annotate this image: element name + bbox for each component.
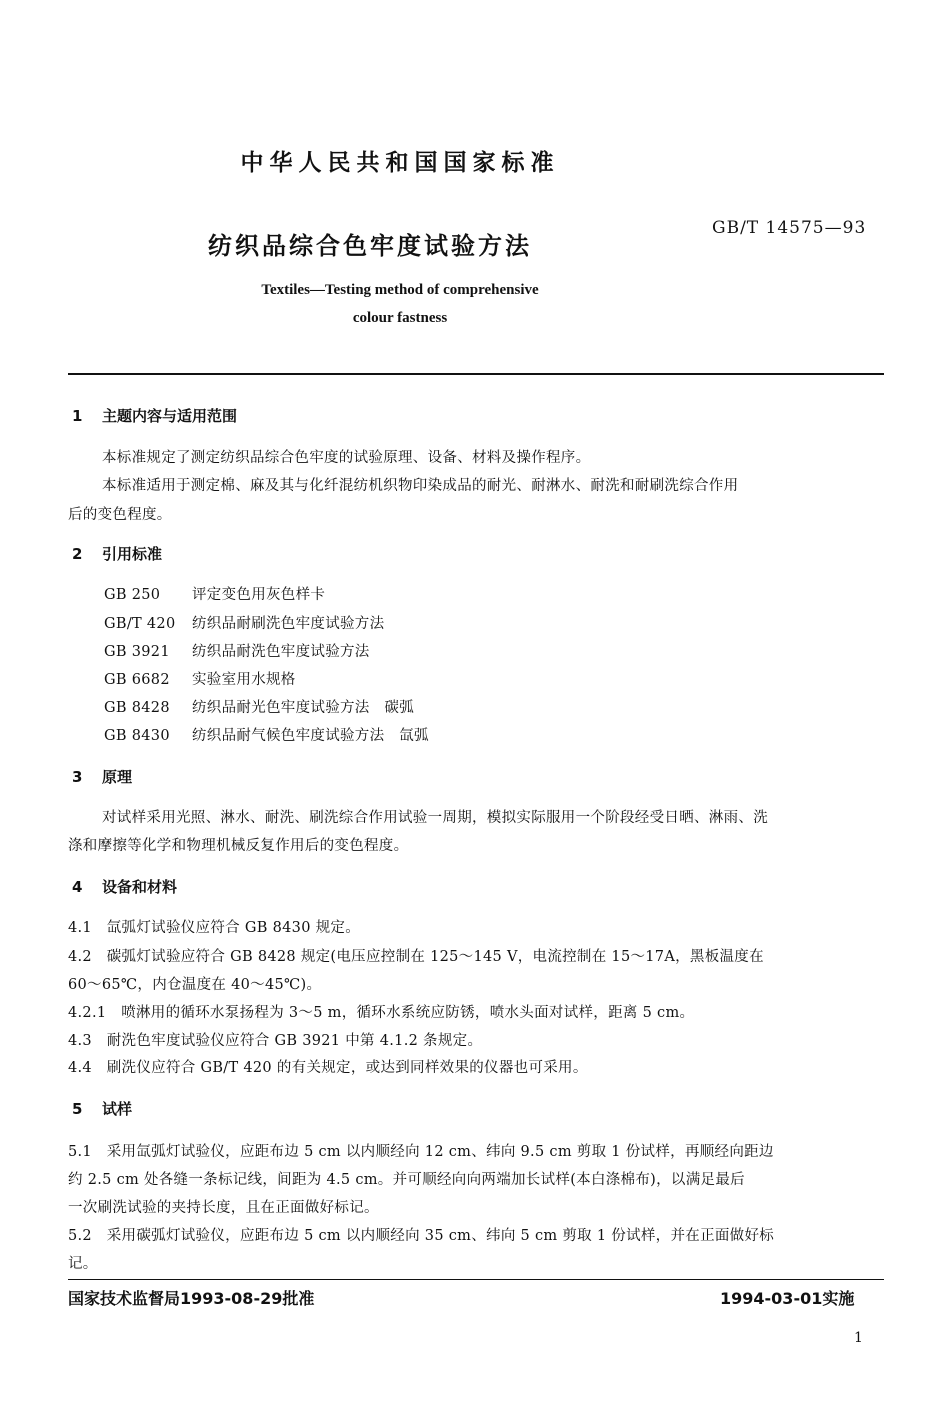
reference-title: 评定变色用灰色样卡 (192, 587, 326, 603)
section-4-title: 设备和材料 (102, 878, 178, 896)
english-title-line-1: Textiles—Testing method of comprehensive (261, 282, 539, 298)
reference-item (104, 724, 429, 745)
section-1-paragraph-2-line-1: 本标准适用于测定棉、麻及其与化纤混纺机织物印染成品的耐光、耐淋水、耐洗和耐刷洗综合作用 (102, 478, 739, 494)
reference-title: 纺织品耐刷洗色牢度试验方法 (192, 616, 385, 632)
clause-4-1: 4.1 氙弧灯试验仪应符合 GB 8430 规定。 (68, 920, 361, 936)
approval-date: 国家技术监督局1993-08-29批准 (68, 1289, 315, 1308)
clause-5-1-line-2: 约 2.5 cm 处各缝一条标记线，间距为 4.5 cm。并可顺经向向两端加长试样(本白涤棉布)，以满足最后 (68, 1172, 745, 1188)
national-standard-title: 中华人民共和国国家标准 (240, 150, 560, 176)
reference-item (104, 583, 325, 604)
section-4-heading (72, 876, 177, 897)
header-divider (68, 373, 884, 375)
section-1-title: 主题内容与适用范围 (102, 407, 238, 425)
standard-code: GB/T 14575—93 (712, 218, 867, 238)
section-2-number: 2 (72, 545, 83, 563)
clause-5-2-line-2: 记。 (68, 1256, 98, 1272)
reference-item (104, 640, 370, 661)
section-5-number: 5 (72, 1100, 83, 1118)
clause-5-1-line-1: 5.1 采用氙弧灯试验仪，应距布边 5 cm 以内顺经向 12 cm、纬向 9.5 cm 剪取 1 份试样，再顺经向距边 (68, 1144, 774, 1160)
section-2-heading (72, 543, 162, 564)
section-1-paragraph-2-line-2: 后的变色程度。 (68, 507, 172, 523)
reference-code: GB 8430 (104, 728, 170, 744)
section-1-heading (72, 405, 237, 426)
section-4-number: 4 (72, 878, 83, 896)
section-3-title: 原理 (102, 768, 133, 786)
reference-code: GB 3921 (104, 644, 170, 660)
reference-title: 纺织品耐洗色牢度试验方法 (192, 644, 370, 660)
clause-4-3: 4.3 耐洗色牢度试验仪应符合 GB 3921 中第 4.1.2 条规定。 (68, 1033, 483, 1049)
section-2-title: 引用标准 (102, 545, 163, 563)
clause-5-2-line-1: 5.2 采用碳弧灯试验仪，应距布边 5 cm 以内顺经向 35 cm、纬向 5 cm 剪取 1 份试样，并在正面做好标 (68, 1228, 775, 1244)
reference-title: 纺织品耐气候色牢度试验方法 氙弧 (192, 728, 429, 744)
section-1-number: 1 (72, 407, 83, 425)
section-3-heading (72, 766, 132, 787)
reference-item (104, 612, 384, 633)
section-3-paragraph-line-1: 对试样采用光照、淋水、耐洗、刷洗综合作用试验一周期，模拟实际服用一个阶段经受日晒、淋雨、洗 (102, 810, 768, 826)
clause-4-2-1: 4.2.1 喷淋用的循环水泵扬程为 3～5 m，循环水系统应防锈，喷水头面对试样，距离 5 cm。 (68, 1005, 695, 1021)
reference-item (104, 668, 296, 689)
section-5-title: 试样 (102, 1100, 133, 1118)
reference-item (104, 696, 414, 717)
clause-4-2-line-1: 4.2 碳弧灯试验应符合 GB 8428 规定(电压应控制在 125～145 V，电流控制在 15～17A，黑板温度在 (68, 949, 764, 965)
section-3-number: 3 (72, 768, 83, 786)
implementation-date: 1994-03-01实施 (720, 1289, 855, 1308)
reference-code: GB/T 420 (104, 616, 176, 632)
reference-title: 纺织品耐光色牢度试验方法 碳弧 (192, 700, 414, 716)
document-title: 纺织品综合色牢度试验方法 (208, 232, 532, 260)
reference-title: 实验室用水规格 (192, 672, 296, 688)
section-3-paragraph-line-2: 涤和摩擦等化学和物理机械反复作用后的变色程度。 (68, 838, 409, 854)
clause-5-1-line-3: 一次刷洗试验的夹持长度，且在正面做好标记。 (68, 1200, 379, 1216)
reference-code: GB 6682 (104, 672, 170, 688)
reference-code: GB 250 (104, 587, 161, 603)
reference-code: GB 8428 (104, 700, 170, 716)
footer-divider (68, 1279, 884, 1280)
page-number: 1 (854, 1330, 863, 1346)
section-5-heading (72, 1098, 132, 1119)
section-1-paragraph-1: 本标准规定了测定纺织品综合色牢度的试验原理、设备、材料及操作程序。 (102, 450, 591, 466)
english-title-line-2: colour fastness (352, 310, 448, 326)
clause-4-2-line-2: 60～65℃，内仓温度在 40～45℃)。 (68, 977, 322, 993)
clause-4-4: 4.4 刷洗仪应符合 GB/T 420 的有关规定，或达到同样效果的仪器也可采用。 (68, 1060, 588, 1076)
